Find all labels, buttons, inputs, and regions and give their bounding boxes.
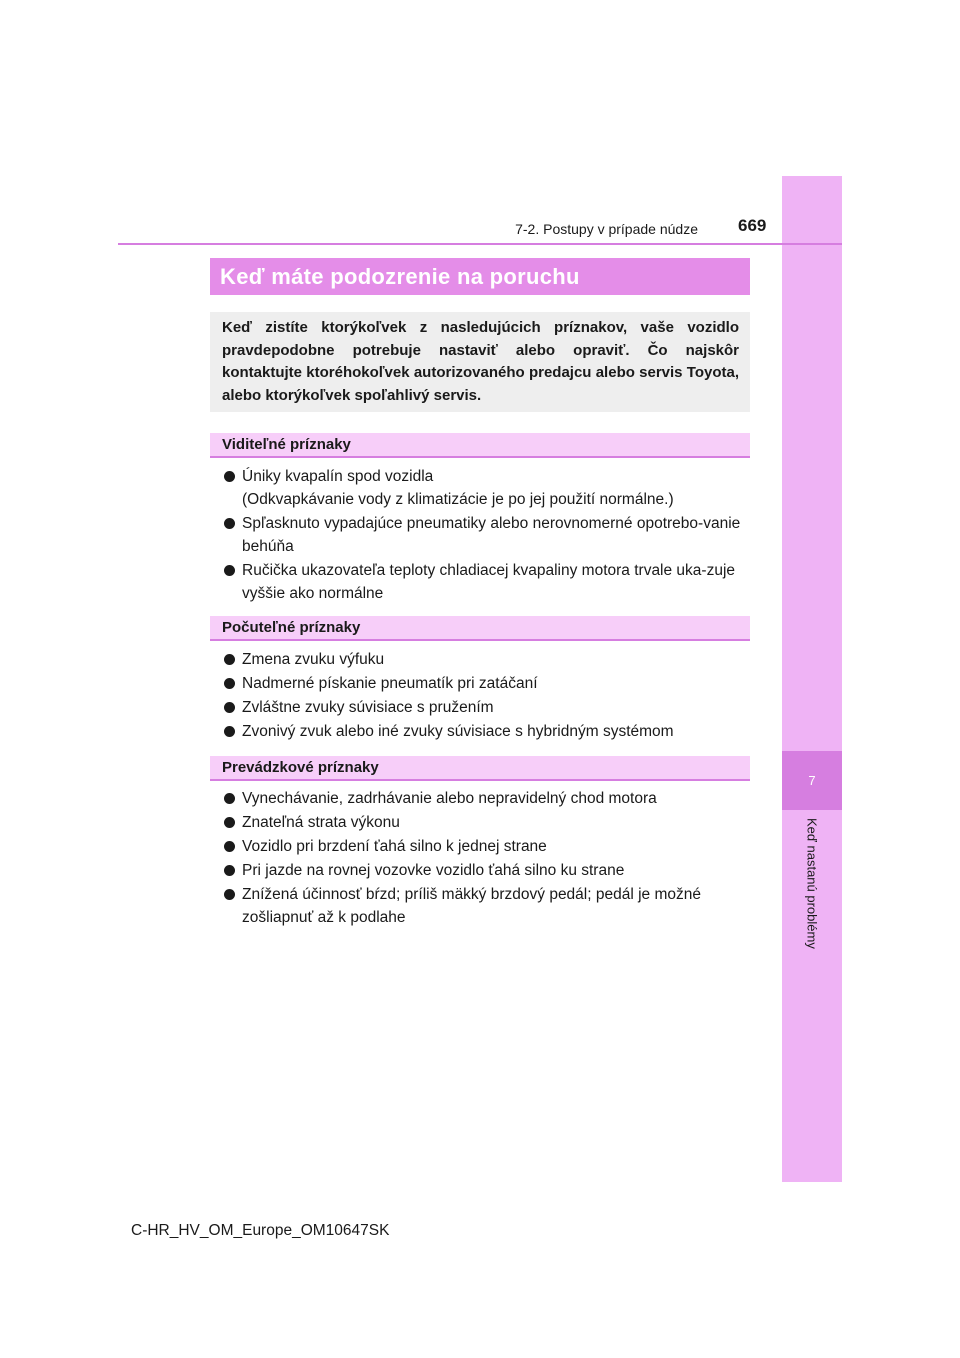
chapter-side-tab [782, 176, 842, 1182]
list-item-text: Ručička ukazovateľa teploty chladiacej kvapaliny motora trvale uka-zuje vyššie ako normálne [242, 562, 736, 602]
intro-box [210, 312, 750, 412]
list-item [222, 465, 752, 511]
list-item [222, 720, 752, 743]
list-item-text: Úniky kvapalín spod vozidla [242, 468, 434, 485]
list-item-text: Znateľná strata výkonu [242, 814, 400, 831]
list-item [222, 883, 752, 929]
list-item [222, 512, 752, 558]
section-heading-label: Počuteľné príznaky [222, 619, 361, 636]
page-title: Keď máte podozrenie na poruchu [220, 263, 580, 289]
bullet-icon [224, 702, 235, 713]
list-item [222, 696, 752, 719]
visible-symptoms-list [222, 465, 752, 606]
bullet-icon [224, 817, 235, 828]
list-item-text: Zvláštne zvuky súvisiace s pružením [242, 699, 494, 716]
bullet-icon [224, 889, 235, 900]
list-item-text: Znížená účinnosť bŕzd; príliš mäkký brzdový pedál; pedál je možné zošliapnuť až k podlahe [242, 886, 701, 926]
bullet-icon [224, 678, 235, 689]
bullet-icon [224, 518, 235, 529]
list-item [222, 787, 752, 810]
section-heading-visible [210, 433, 750, 458]
list-item [222, 648, 752, 671]
bullet-icon [224, 793, 235, 804]
audible-symptoms-list [222, 648, 752, 744]
chapter-number-box [782, 751, 842, 810]
list-item-text: Spľasknuto vypadajúce pneumatiky alebo nerovnomerné opotrebo-vanie behúňa [242, 515, 741, 555]
list-item-text: Vynechávanie, zadrhávanie alebo nepravidelný chod motora [242, 790, 657, 807]
chapter-number: 7 [808, 773, 816, 788]
footer-document-code: C-HR_HV_OM_Europe_OM10647SK [131, 1222, 390, 1239]
bullet-icon [224, 726, 235, 737]
list-item [222, 811, 752, 834]
list-item [222, 835, 752, 858]
list-item-text: Zvonivý zvuk alebo iné zvuky súvisiace s hybridným systémom [242, 723, 674, 740]
section-heading-operational [210, 756, 750, 781]
list-item [222, 859, 752, 882]
bullet-icon [224, 865, 235, 876]
header-divider [118, 243, 842, 245]
bullet-icon [224, 841, 235, 852]
list-item [222, 559, 752, 605]
list-item-note: (Odkvapkávanie vody z klimatizácie je po jej použití normálne.) [242, 491, 674, 508]
operational-symptoms-list [222, 787, 752, 930]
list-item-text: Zmena zvuku výfuku [242, 651, 385, 668]
page-number: 669 [738, 216, 767, 235]
title-banner [210, 258, 750, 295]
list-item [222, 672, 752, 695]
chapter-title: Keď nastanú problémy [804, 818, 820, 949]
bullet-icon [224, 565, 235, 576]
section-heading-audible [210, 616, 750, 641]
list-item-text: Pri jazde na rovnej vozovke vozidlo ťahá silno ku strane [242, 862, 625, 879]
list-item-text: Nadmerné pískanie pneumatík pri zatáčaní [242, 675, 538, 692]
list-item-text: Vozidlo pri brzdení ťahá silno k jednej strane [242, 838, 547, 855]
header-section-title: 7-2. Postupy v prípade núdze [515, 221, 698, 237]
section-heading-label: Viditeľné príznaky [222, 436, 351, 453]
bullet-icon [224, 654, 235, 665]
section-heading-label: Prevádzkové príznaky [222, 759, 379, 776]
bullet-icon [224, 471, 235, 482]
intro-text: Keď zistíte ktorýkoľvek z nasledujúcich príznakov, vaše vozidlo pravdepodobne potrebuje nastaviť alebo opraviť. Čo najskôr kontaktujte ktoréhokoľvek autorizovaného predajcu alebo servis Toyota, alebo ktorýkoľvek spoľahlivý servis. [222, 319, 739, 404]
